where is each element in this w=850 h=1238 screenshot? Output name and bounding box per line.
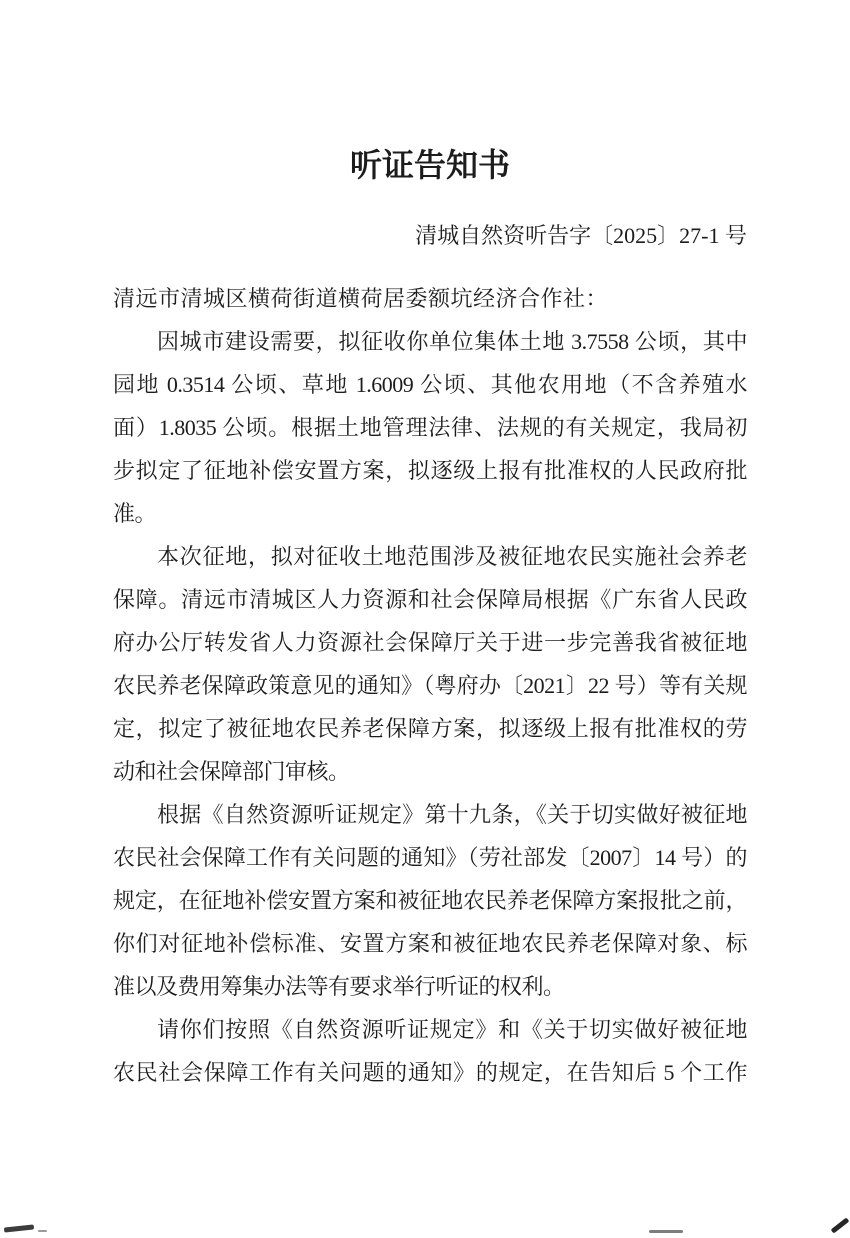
text-line: 规定，在征地补偿安置方案和被征地农民养老保障方案报批之前， — [113, 888, 747, 913]
text-line: 农民社会保障工作有关问题的通知》（劳社部发〔2007〕14 号）的 — [113, 845, 747, 870]
document-body — [113, 320, 747, 1094]
text-line: 步拟定了征地补偿安置方案，拟逐级上报有批准权的人民政府批 — [113, 458, 747, 483]
text-line: 你们对征地补偿标准、安置方案和被征地农民养老保障对象、标 — [113, 931, 747, 956]
addressee-line: 清远市清城区横荷街道横荷居委额坑经济合作社： — [113, 286, 609, 311]
text-line: 准以及费用筹集办法等有要求举行听证的权利。 — [113, 974, 565, 999]
text-line: 动和社会保障部门审核。 — [113, 759, 350, 784]
scan-artifact — [38, 1230, 47, 1232]
paragraph — [113, 793, 747, 1008]
paragraph — [113, 1008, 747, 1094]
text-line: 面）1.8035 公顷。根据土地管理法律、法规的有关规定，我局初 — [113, 415, 747, 440]
scan-artifact — [649, 1230, 683, 1233]
paragraph — [113, 535, 747, 793]
document-title: 听证告知书 — [349, 147, 510, 183]
text-line: 园地 0.3514 公顷、草地 1.6009 公顷、其他农用地（不含养殖水 — [113, 372, 747, 397]
text-line: 根据《自然资源听证规定》第十九条，《关于切实做好被征地 — [157, 802, 747, 827]
text-line: 府办公厅转发省人力资源社会保障厅关于进一步完善我省被征地 — [113, 630, 747, 655]
text-line: 因城市建设需要，拟征收你单位集体土地 3.7558 公顷，其中 — [157, 329, 747, 354]
text-line: 本次征地，拟对征收土地范围涉及被征地农民实施社会养老 — [157, 544, 747, 569]
document-number: 清城自然资听告字〔2025〕27-1 号 — [415, 223, 747, 248]
text-line: 准。 — [113, 501, 157, 526]
text-line: 定，拟定了被征地农民养老保障方案，拟逐级上报有批准权的劳 — [113, 716, 747, 741]
text-line: 农民养老保障政策意见的通知》（粤府办〔2021〕22 号）等有关规 — [113, 673, 747, 698]
paragraph — [113, 320, 747, 535]
text-line: 保障。清远市清城区人力资源和社会保障局根据《广东省人民政 — [113, 587, 747, 612]
text-line: 请你们按照《自然资源听证规定》和《关于切实做好被征地 — [157, 1017, 747, 1042]
text-line: 农民社会保障工作有关问题的通知》的规定，在告知后 5 个工作 — [113, 1060, 747, 1085]
